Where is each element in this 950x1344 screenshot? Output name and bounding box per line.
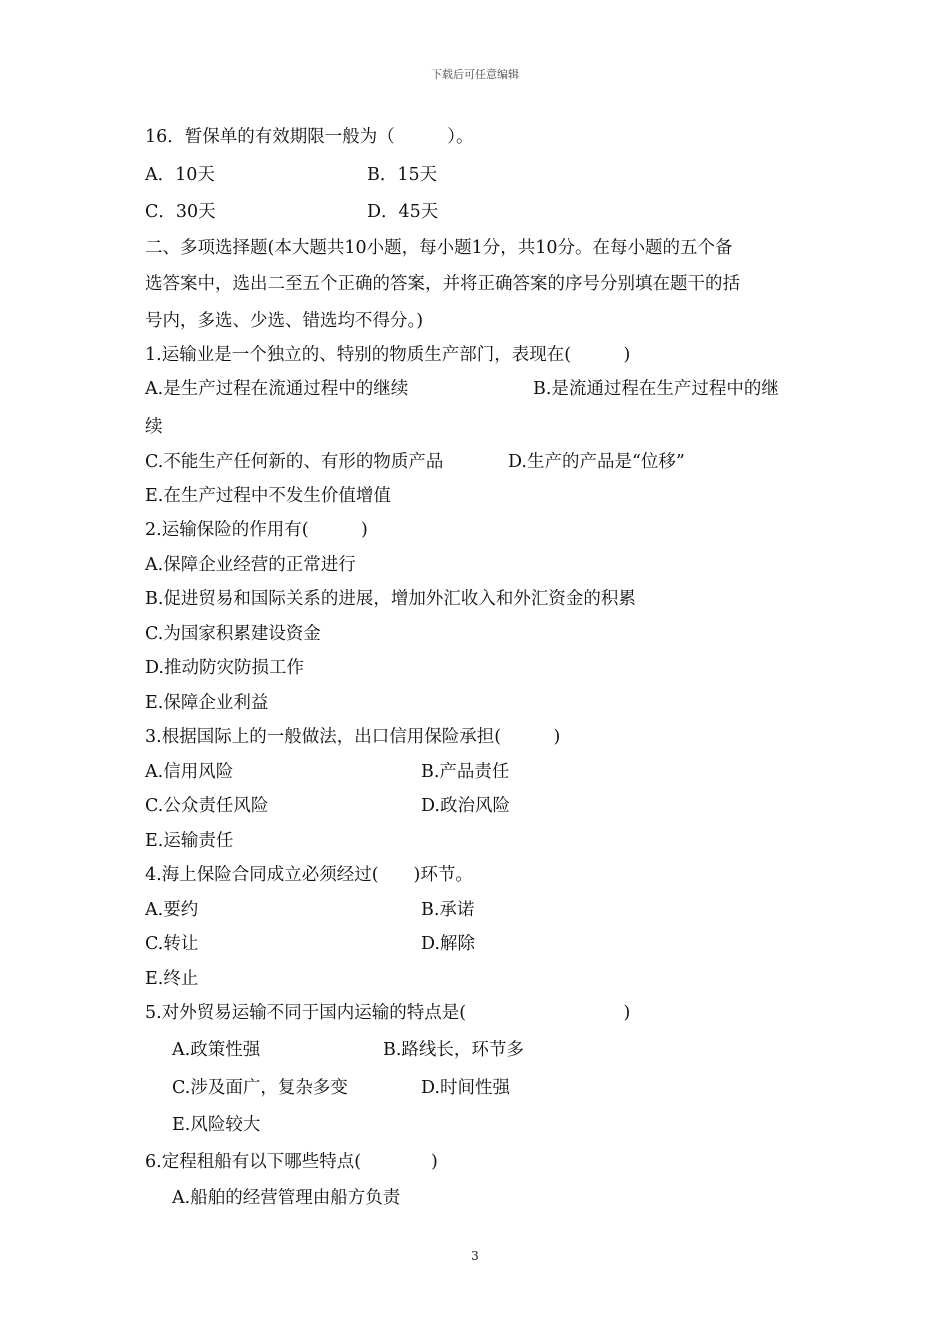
mq1-option-e: E.在生产过程中不发生价值增值 bbox=[145, 486, 391, 506]
mq6-question: 6.定程租船有以下哪些特点( ) bbox=[145, 1152, 438, 1172]
q16-option-a: A．10天 bbox=[145, 165, 215, 185]
mq5-option-e: E.风险较大 bbox=[172, 1115, 261, 1135]
q16-option-b: B．15天 bbox=[367, 165, 438, 185]
mq1-option-a: A.是生产过程在流通过程中的继续 bbox=[145, 379, 409, 399]
mq2-option-a: A.保障企业经营的正常进行 bbox=[145, 555, 356, 575]
mq2-option-b: B.促进贸易和国际关系的进展，增加外汇收入和外汇资金的积累 bbox=[145, 589, 636, 609]
page-header: 下载后可任意编辑 bbox=[431, 68, 519, 81]
q16-option-d: D．45天 bbox=[367, 202, 439, 222]
mq2-option-d: D.推动防灾防损工作 bbox=[145, 658, 304, 678]
q16-option-c: C．30天 bbox=[145, 202, 216, 222]
mq5-option-b: B.路线长，环节多 bbox=[383, 1040, 524, 1060]
section2-intro-line2: 选答案中，选出二至五个正确的答案，并将正确答案的序号分别填在题干的括 bbox=[145, 274, 740, 294]
mq3-option-e: E.运输责任 bbox=[145, 831, 234, 851]
mq2-option-c: C.为国家积累建设资金 bbox=[145, 624, 321, 644]
mq1-question: 1.运输业是一个独立的、特别的物质生产部门，表现在( ) bbox=[145, 345, 631, 365]
mq1-option-b: B.是流通过程在生产过程中的继 bbox=[533, 379, 779, 399]
mq5-question: 5.对外贸易运输不同于国内运输的特点是( ) bbox=[145, 1003, 631, 1023]
mq2-question: 2.运输保险的作用有( ) bbox=[145, 520, 368, 540]
mq3-option-b: B.产品责任 bbox=[421, 762, 510, 782]
mq4-option-e: E.终止 bbox=[145, 969, 199, 989]
mq2-option-e: E.保障企业利益 bbox=[145, 693, 269, 713]
section2-intro-line1: 二、多项选择题(本大题共10小题，每小题1分，共10分。在每小题的五个备 bbox=[145, 238, 733, 258]
q16-question: 16．暂保单的有效期限一般为（ ）。 bbox=[145, 127, 474, 147]
mq1-option-c: C.不能生产任何新的、有形的物质产品 bbox=[145, 452, 444, 472]
page-number: 3 bbox=[471, 1249, 479, 1263]
mq4-option-a: A.要约 bbox=[145, 900, 199, 920]
mq3-option-c: C.公众责任风险 bbox=[145, 796, 269, 816]
mq5-option-a: A.政策性强 bbox=[172, 1040, 261, 1060]
mq4-option-b: B.承诺 bbox=[421, 900, 475, 920]
mq5-option-c: C.涉及面广，复杂多变 bbox=[172, 1078, 348, 1098]
mq3-question: 3.根据国际上的一般做法，出口信用保险承担( ) bbox=[145, 727, 561, 747]
mq1-option-d: D.生产的产品是“位移” bbox=[508, 452, 685, 472]
mq5-option-d: D.时间性强 bbox=[421, 1078, 510, 1098]
mq1-option-b-continued: 续 bbox=[145, 417, 163, 437]
section2-intro-line3: 号内，多选、少选、错选均不得分。) bbox=[145, 311, 424, 331]
mq4-option-c: C.转让 bbox=[145, 934, 199, 954]
mq4-option-d: D.解除 bbox=[421, 934, 475, 954]
mq3-option-a: A.信用风险 bbox=[145, 762, 234, 782]
mq3-option-d: D.政治风险 bbox=[421, 796, 510, 816]
mq6-option-a: A.船舶的经营管理由船方负责 bbox=[172, 1188, 401, 1208]
mq4-question: 4.海上保险合同成立必须经过( )环节。 bbox=[145, 865, 473, 885]
